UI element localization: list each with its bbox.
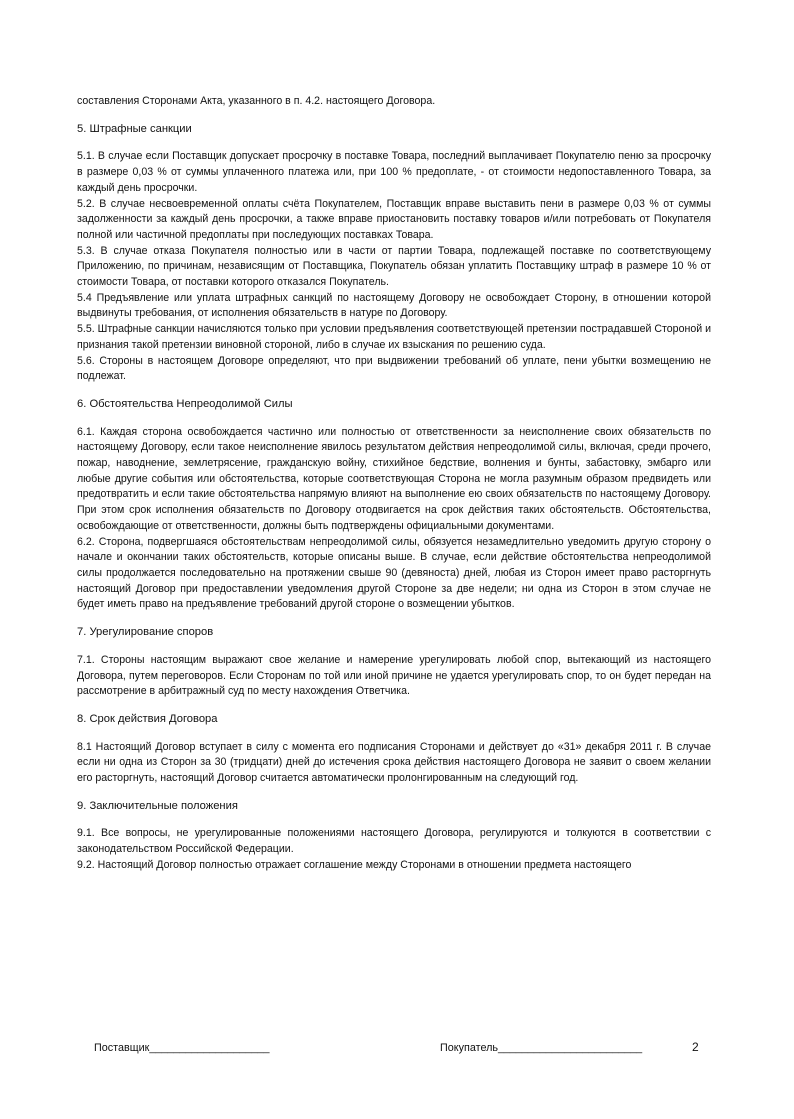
lead-paragraph: составления Сторонами Акта, указанного в п. 4.2. настоящего Договора. (77, 95, 436, 107)
section-spacer (77, 613, 711, 625)
clause-paragraph: 6.2. Сторона, подвергшаяся обстоятельствам непреодолимой силы, обязуется незамедлительно уведомить другую сторону о начале и окончании таких обстоятельств, которые описаны выше. В случае, если действие обстоятельства непреодолимой силы продолжается последовательно на протяжении свыше 90 (девяноста) дней, любая из Сторон имеет право расторгнуть настоящий Договор при предоставлении уведомления другой Стороне за две недели; ни одна из Сторон в этом случае не будет иметь право на предъявление требований другой стороне о возмещении убытков. (77, 535, 711, 611)
clause-paragraph: 5.3. В случае отказа Покупателя полностью или в части от партии Товара, подлежащей поставке по соответствующему Приложению, по причинам, независящим от Поставщика, Покупатель обязан уплатить Поставщику штраф в размере 10 % от стоимости Товара, от поставки которого отказался Покупатель. (77, 244, 711, 289)
clause-paragraph: 5.1. В случае если Поставщик допускает просрочку в поставке Товара, последний выплачивает Покупателю пеню за просрочку в размере 0,03 % от суммы уплаченного платежа или, при 100 % предоплате, - от стоимости недопоставленного Товара, за каждый день просрочки. (77, 150, 711, 194)
section-spacer (77, 110, 711, 122)
section-heading: 7. Урегулирование споров (77, 626, 214, 639)
clause-paragraph: 5.2. В случае несвоевременной оплаты счёта Покупателем, Поставщик вправе выставить пени в размере 0,03 % от суммы задолженности за каждый день просрочки, а также вправе приостановить поставку товаров и/или потребовать от Покупателя полной или частичной предоплаты при последующих поставках Товара. (77, 197, 711, 241)
supplier-signature-line: Поставщик____________________ (94, 1042, 270, 1054)
section-spacer (77, 413, 711, 425)
section-spacer (77, 137, 711, 149)
page-number: 2 (692, 1040, 699, 1054)
buyer-signature-line: Покупатель________________________ (440, 1042, 643, 1054)
clause-paragraph: 5.4 Предъявление или уплата штрафных санкций по настоящему Договору не освобождает Сторону, в отношении которой выдвинуты требования, от исполнения обязательств в натуре по Договору. (77, 291, 711, 320)
section-heading: 8. Срок действия Договора (77, 712, 218, 725)
clause-paragraph: 8.1 Настоящий Договор вступает в силу с момента его подписания Сторонами и действует до «31» декабря 2011 г. В случае если ни одна из Сторон за 30 (тридцати) дней до истечения срока действия настоящего Договора не заявит о своем желании его расторгнуть, настоящий Договор считается автоматически пролонгированным на следующий год. (77, 740, 711, 785)
section-heading: 6. Обстоятельства Непреодолимой Силы (77, 397, 293, 410)
clause-paragraph: 6.1. Каждая сторона освобождается частично или полностью от ответственности за неисполнение своих обязательств по настоящему Договору, если такое неисполнение явилось результатом действия непреодолимой силы, включая, среди прочего, пожар, наводнение, землетрясение, гражданскую войну, стихийное бедствие, волнения и бунты, забастовку, эмбарго или любые другие события или обстоятельства, которые соответствующая Сторона не могла разумным образом предвидеть или предотвратить и если такие обстоятельства напрямую влияют на выполнение ею своих обязательств по настоящему Договору. При этом срок исполнения обязательств по Договору отодвигается на срок действия таких обстоятельств. Обстоятельства, освобождающие от ответственности, должны быть подтверждены официальными документами. (77, 425, 711, 532)
clause-paragraph: 5.6. Стороны в настоящем Договоре определяют, что при выдвижении требований об уплате, пени убытки возмещению не подлежат. (77, 354, 711, 383)
section-heading: 9. Заключительные положения (77, 799, 238, 812)
clause-paragraph: 5.5. Штрафные санкции начисляются только при условии предъявления соответствующей претензии пострадавшей Стороной и признания такой претензии виновной стороной, либо в случае их взыскания по решению суда. (77, 323, 711, 351)
clause-paragraph: 9.1. Все вопросы, не урегулированные положениями настоящего Договора, регулируются и толкуются в соответствии с законодательством Российской Федерации. (77, 827, 711, 856)
section-spacer (77, 641, 711, 653)
section-spacer (77, 728, 711, 740)
section-spacer (77, 787, 711, 799)
section-spacer (77, 385, 711, 397)
section-spacer (77, 814, 711, 826)
section-heading: 5. Штрафные санкции (77, 122, 192, 135)
section-spacer (77, 700, 711, 712)
clause-paragraph: 9.2. Настоящий Договор полностью отражает соглашение между Сторонами в отношении предмета настоящего (77, 858, 632, 871)
clause-paragraph: 7.1. Стороны настоящим выражают свое желание и намерение урегулировать любой спор, вытекающий из настоящего Договора, путем переговоров. Если Сторонам по той или иной причине не удается урегулировать спор, то он будет передан на рассмотрение в арбитражный суд по месту нахождения Ответчика. (77, 653, 711, 698)
document-body (77, 94, 711, 874)
